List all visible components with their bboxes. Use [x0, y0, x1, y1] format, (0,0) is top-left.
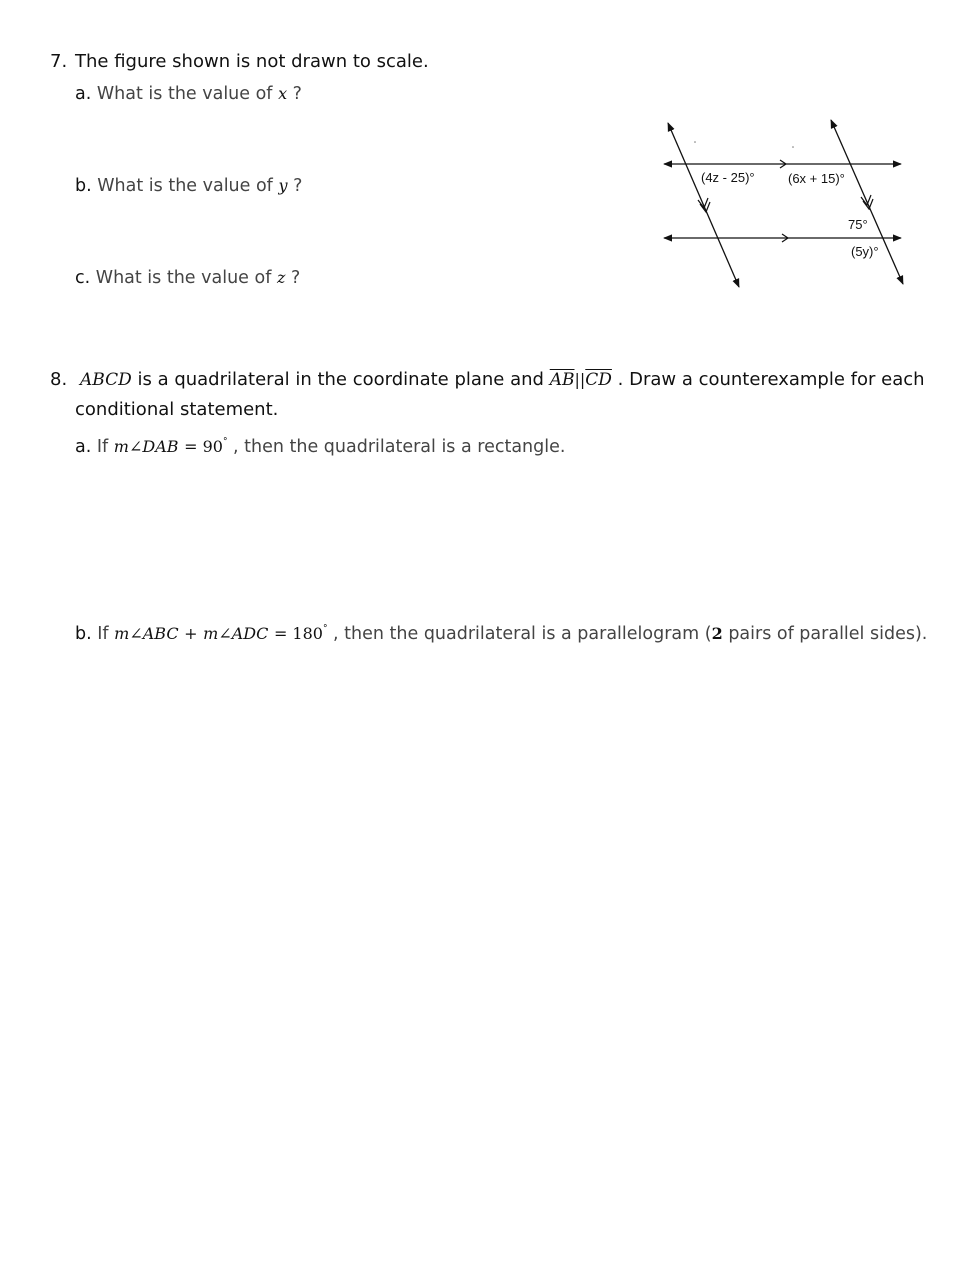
parallel-lines-figure	[655, 112, 915, 297]
q8a-letter: a.	[75, 437, 92, 457]
q8b-letter: b.	[75, 624, 92, 644]
q8b-m1: m	[114, 624, 130, 643]
q7-number: 7.	[50, 51, 68, 72]
q7b-end: ?	[293, 176, 303, 196]
q8b-count: 2	[711, 624, 723, 643]
q8b-if: If	[97, 624, 109, 644]
q7a-end: ?	[292, 84, 302, 104]
q8-seg-cd: $\overline{CD}$	[585, 370, 612, 390]
transversal-left	[668, 123, 739, 287]
q8b-angle2: ∠ADC	[218, 624, 269, 643]
q7a-letter: a.	[75, 84, 92, 104]
dot-mark	[694, 141, 696, 143]
q8b-degree: °	[322, 624, 328, 634]
q8a-m: m	[113, 437, 129, 456]
q7b-var: y	[278, 176, 288, 195]
q7a-var: x	[278, 84, 288, 103]
q7b-text: What is the value of	[97, 176, 273, 196]
q8b-m2: m	[203, 624, 219, 643]
q8b-statement	[75, 624, 927, 644]
q8a-degree: °	[222, 437, 228, 447]
q8-text1: is a quadrilateral in the coordinate plane and	[137, 369, 544, 390]
q8-text2: . Draw a counterexample for each	[617, 369, 925, 390]
q7b-letter: b.	[75, 176, 92, 196]
q7c-letter: c.	[75, 268, 91, 288]
q8-prompt-line1	[80, 369, 925, 390]
q7b-question	[75, 176, 302, 196]
q7-prompt: The figure shown is not drawn to scale.	[75, 51, 429, 72]
q8b-angle1: ∠ABC	[129, 624, 179, 643]
label-5y: (5y)°	[851, 244, 879, 259]
q8a-angle: ∠DAB	[128, 437, 179, 456]
q8a-statement	[75, 437, 565, 457]
label-6x: (6x + 15)°	[788, 171, 845, 186]
q8b-rest-pre: , then the quadrilateral is a parallelogram (	[333, 624, 712, 644]
q7c-var: z	[276, 268, 286, 287]
dot-mark	[792, 146, 794, 148]
q8a-eq: = 90	[184, 437, 223, 456]
q8b-plus: +	[184, 624, 198, 643]
q8b-rest-post: pairs of parallel sides).	[728, 624, 928, 644]
q8-seg-ab: $\overline{AB}$	[549, 370, 575, 390]
q8-quad-name: ABCD	[80, 370, 132, 390]
q8-number: 8.	[50, 369, 68, 390]
q8-prompt-line2: conditional statement.	[75, 399, 279, 420]
label-75: 75°	[848, 217, 868, 232]
q7c-text: What is the value of	[95, 268, 272, 288]
q7c-end: ?	[290, 268, 301, 288]
q8-parallel-symbol: ||	[574, 370, 586, 389]
q7a-question	[75, 84, 302, 104]
label-4z: (4z - 25)°	[701, 170, 755, 185]
q7c-question	[75, 268, 300, 288]
q8a-rest: , then the quadrilateral is a rectangle.	[233, 437, 566, 457]
q8b-eq: = 180	[273, 624, 323, 643]
q8a-if: If	[96, 437, 109, 457]
q7a-text: What is the value of	[96, 84, 273, 104]
transversal-right	[831, 120, 903, 284]
